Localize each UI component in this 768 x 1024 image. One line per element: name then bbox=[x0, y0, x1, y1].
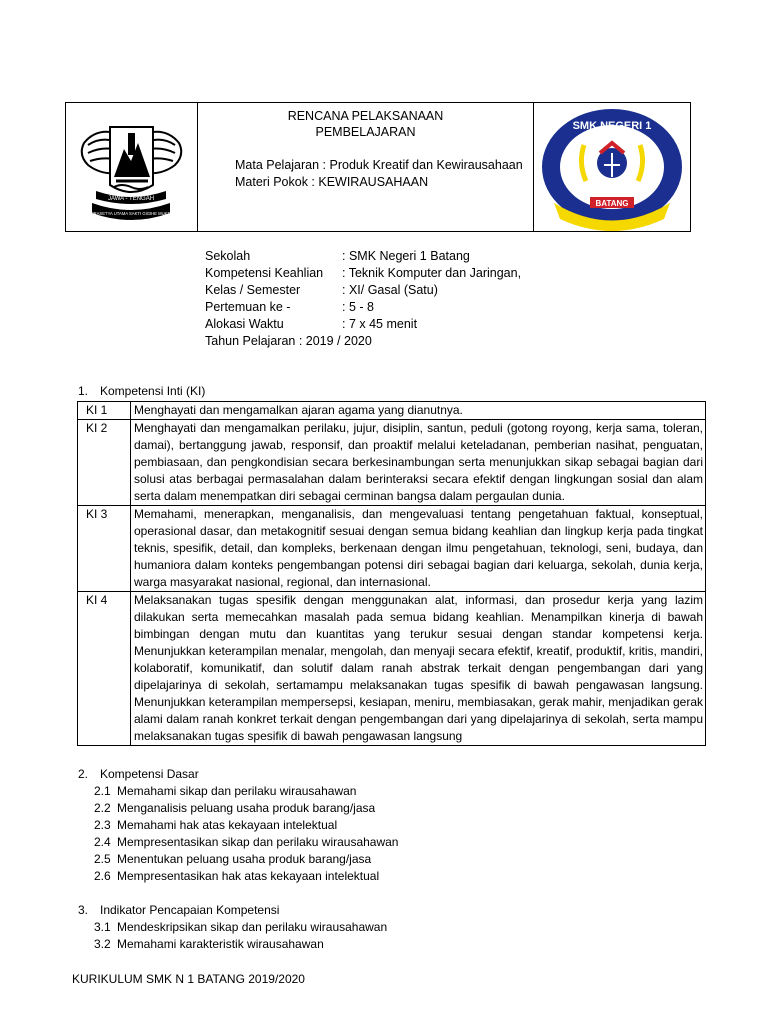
info-label: Alokasi Waktu bbox=[205, 317, 284, 331]
section-2-title bbox=[78, 767, 199, 781]
item-number: 2.3 bbox=[94, 818, 111, 832]
smk-negeri-1-batang-emblem-icon bbox=[534, 103, 690, 231]
info-label: Sekolah bbox=[205, 249, 251, 263]
info-label: Kelas / Semester bbox=[205, 283, 301, 297]
table-row bbox=[78, 402, 706, 420]
smk-logo-bottom-text: BATANG bbox=[595, 199, 629, 208]
info-label: Kompetensi Keahlian bbox=[205, 266, 324, 280]
item-number: 2.2 bbox=[94, 801, 111, 815]
section-number: 3. bbox=[78, 903, 89, 917]
table-row bbox=[78, 420, 706, 506]
info-sekolah bbox=[205, 249, 470, 263]
ki-desc: Melaksanakan tugas spesifik dengan menggunakan alat, informasi, dan prosedur kerja yang lazim dilakukan serta memecahkan masalah pada semua bidang keahlian. Menampilkan kinerja di bawah bimbingan dengan mutu dan kuantitas yang terukur sesuai dengan standar kompetensi kerja. Menunjukkan keterampilan menalar, mengolah, dan menyaji secara efektif, kreatif, produktif, kritis, mandiri, kolaboratif, komunikatif, dan solutif dalam ranah abstrak terkait dengan pengembangan dari yang dipelajarinya di sekolah, sertamampu melaksanakan tugas spesifik di bawah pengawasan langsung. Menunjukkan keterampilan mempersepsi, kesiapan, meniru, membiasakan, gerak mahir, menjadikan gerak alami dalam ranah konkret terkait dengan pengembangan dari yang dipelajarinya di sekolah, serta mampu melaksanakan tugas spesifik di bawah pengawasan langsung bbox=[131, 592, 706, 746]
info-value: : Teknik Komputer dan Jaringan, bbox=[342, 266, 522, 280]
page-footer: KURIKULUM SMK N 1 BATANG 2019/2020 bbox=[72, 972, 305, 986]
table-row bbox=[78, 506, 706, 592]
info-value: : SMK Negeri 1 Batang bbox=[342, 249, 470, 263]
item-text: Menentukan peluang usaha produk barang/jasa bbox=[117, 852, 372, 866]
ki-code: KI 4 bbox=[78, 592, 131, 746]
item-number: 3.2 bbox=[94, 937, 111, 951]
section-title-text: Kompetensi Dasar bbox=[100, 767, 199, 781]
section-title-text: Indikator Pencapaian Kompetensi bbox=[100, 903, 280, 917]
item-text: Mendeskripsikan sikap dan perilaku wirausahawan bbox=[117, 920, 388, 934]
item-text: Mempresentasikan hak atas kekayaan intelektual bbox=[117, 869, 380, 883]
list-item bbox=[94, 852, 371, 866]
info-kompetensi-keahlian bbox=[205, 266, 521, 280]
item-text: Memahami sikap dan perilaku wirausahawan bbox=[117, 784, 357, 798]
info-alokasi-waktu bbox=[205, 317, 417, 331]
list-item bbox=[94, 818, 337, 832]
left-logo-cell bbox=[66, 103, 198, 231]
item-text: Memahami karakteristik wirausahawan bbox=[117, 937, 324, 951]
doc-title-line2: PEMBELAJARAN bbox=[315, 125, 416, 139]
item-text: Memahami hak atas kekayaan intelektual bbox=[117, 818, 338, 832]
right-logo-cell bbox=[533, 103, 690, 231]
list-item bbox=[94, 937, 324, 951]
list-item bbox=[94, 801, 375, 815]
ki-desc: Memahami, menerapkan, menganalisis, dan mengevaluasi tentang pengetahuan faktual, konseptual, operasional dasar, dan metakognitif sesuai dengan semua bidang keahlian dan lingkup kerja pada tingkat teknis, spesifik, detail, dan kompleks, berkenaan dengan ilmu pengetahuan, teknologi, seni, budaya, dan humaniora dalam konteks pengembangan potensi diri sebagai bagian dari keluarga, sekolah, dunia kerja, warga masyarakat nasional, regional, dan internasional. bbox=[131, 506, 706, 592]
info-kelas-semester bbox=[205, 283, 438, 297]
smk-logo-top-text: SMK NEGERI 1 bbox=[572, 120, 652, 132]
ki-desc: Menghayati dan mengamalkan perilaku, jujur, disiplin, santun, peduli (gotong royong, kerja sama, toleran, damai), bertanggung jawab, responsif, dan proaktif melalui keteladanan, pemberian nasihat, penguatan, pembiasaan, dan pengkondisian secara berkesinambungan serta menunjukkan sikap sebagai bagian dari solusi atas berbagai permasalahan dalam berinteraksi secara efektif dengan lingkungan sosial dan alam serta dalam menempatkan diri sebagai cerminan bangsa dalam pergaulan dunia. bbox=[131, 420, 706, 506]
doc-title-line1: RENCANA PELAKSANAAN bbox=[287, 109, 444, 123]
table-row bbox=[78, 592, 706, 746]
item-number: 2.5 bbox=[94, 852, 111, 866]
tahun-pelajaran: Tahun Pelajaran : 2019 / 2020 bbox=[205, 334, 372, 348]
header-box bbox=[65, 102, 691, 232]
section-number: 2. bbox=[78, 767, 89, 781]
emblem-top-text: JAWA - TENGAH bbox=[107, 196, 155, 202]
ki-desc: Menghayati dan mengamalkan ajaran agama yang dianutnya. bbox=[131, 402, 706, 420]
item-number: 2.6 bbox=[94, 869, 111, 883]
list-item bbox=[94, 835, 398, 849]
list-item bbox=[94, 869, 379, 883]
list-item bbox=[94, 920, 387, 934]
item-number: 2.4 bbox=[94, 835, 111, 849]
info-value: : XI/ Gasal (Satu) bbox=[342, 283, 438, 297]
ki-table bbox=[77, 401, 706, 746]
emblem-bottom-text: PRASETYA UTAMA SAKTI GIGIHE MUKTI bbox=[90, 211, 172, 216]
ki-code: KI 3 bbox=[78, 506, 131, 592]
section-3-title bbox=[78, 903, 279, 917]
section-number: 1. bbox=[78, 384, 89, 398]
section-1-title bbox=[78, 384, 205, 398]
ki-code: KI 2 bbox=[78, 420, 131, 506]
item-text: Mempresentasikan sikap dan perilaku wirausahawan bbox=[117, 835, 399, 849]
info-label: Pertemuan ke - bbox=[205, 300, 291, 314]
list-item bbox=[94, 784, 356, 798]
ki-code: KI 1 bbox=[78, 402, 131, 420]
mata-pelajaran: Mata Pelajaran : Produk Kreatif dan Kewirausahaan bbox=[235, 158, 523, 172]
item-number: 3.1 bbox=[94, 920, 111, 934]
info-value: : 7 x 45 menit bbox=[342, 317, 418, 331]
section-title-text: Kompetensi Inti (KI) bbox=[100, 384, 206, 398]
item-number: 2.1 bbox=[94, 784, 111, 798]
info-value: : 5 - 8 bbox=[342, 300, 374, 314]
jawa-tengah-emblem-icon bbox=[66, 103, 197, 231]
materi-pokok: Materi Pokok : KEWIRAUSAHAAN bbox=[235, 175, 429, 189]
item-text: Menganalisis peluang usaha produk barang/jasa bbox=[117, 801, 376, 815]
info-pertemuan bbox=[205, 300, 374, 314]
